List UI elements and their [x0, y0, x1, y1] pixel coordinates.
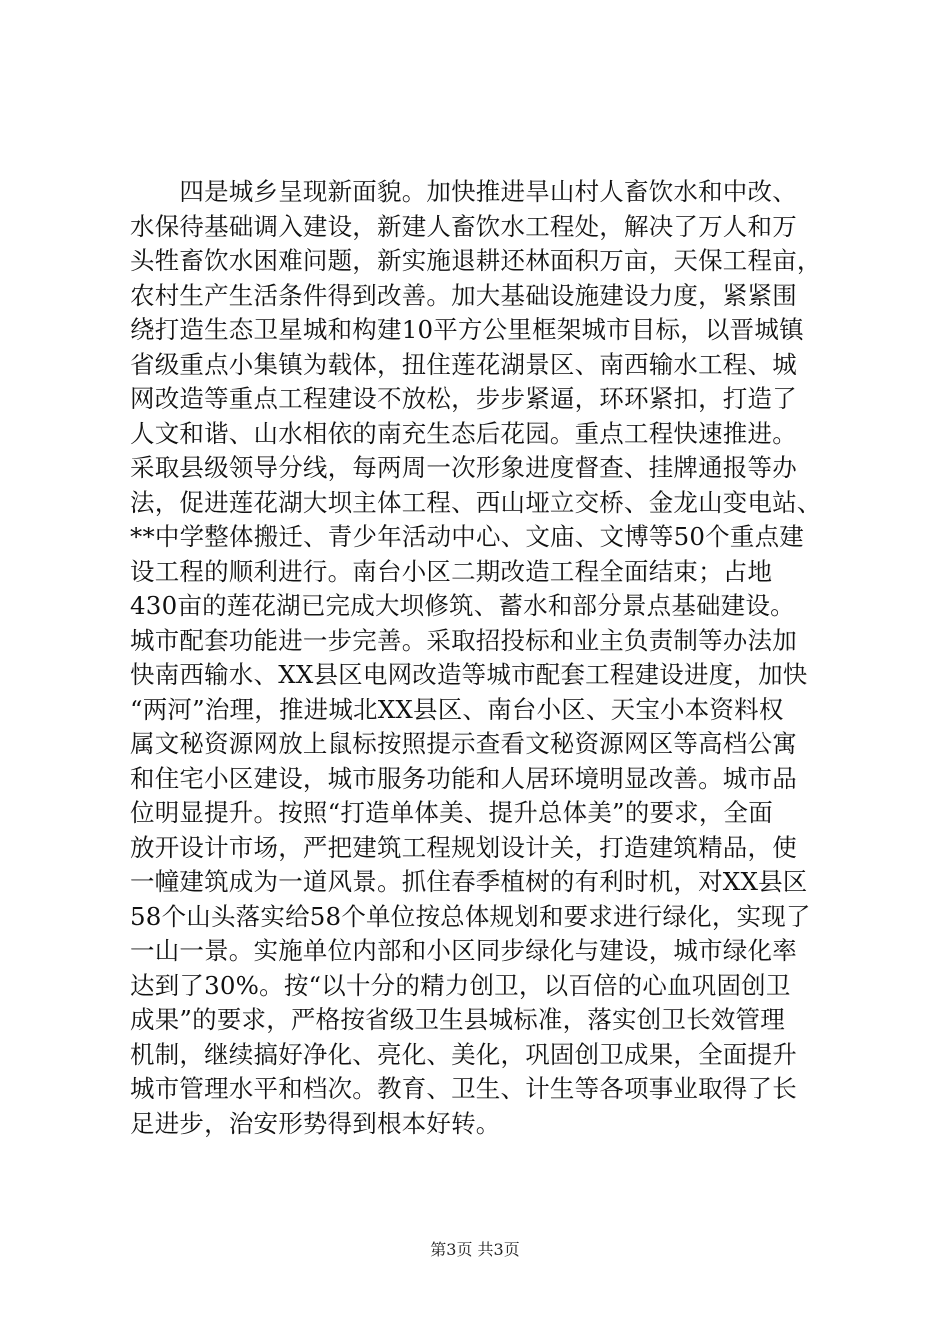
text-line: **中学整体搬迁、青少年活动中心、文庙、文博等50个重点建 — [130, 522, 804, 551]
text-line: 快南西输水、XX县区电网改造等城市配套工程建设进度，加快 — [130, 660, 808, 689]
text-line: “两河”治理，推进城北XX县区、南台小区、天宝小本资料权 — [130, 694, 784, 724]
text-line: 放开设计市场，严把建筑工程规划设计关，打造建筑精品，使 — [130, 832, 797, 862]
page-number-footer: 第3页 共3页 — [430, 1240, 520, 1259]
text-line: 绕打造生态卫星城和构建10平方公里框架城市目标，以晋城镇 — [130, 315, 804, 344]
text-line: 四是城乡呈现新面貌。加快推进旱山村人畜饮水和中改、 — [130, 177, 797, 206]
text-line: 城市管理水平和档次。教育、卫生、计生等各项事业取得了长 — [130, 1074, 797, 1103]
text-line: 头牲畜饮水困难问题，新实施退耕还林面积万亩，天保工程亩， — [130, 246, 822, 275]
text-line: 网改造等重点工程建设不放松，步步紧逼，环环紧扣，打造了 — [130, 384, 797, 413]
text-line: 足进步，治安形势得到根本好转。 — [130, 1108, 501, 1138]
text-line: 农村生产生活条件得到改善。加大基础设施建设力度，紧紧围 — [130, 280, 797, 310]
text-line: 430亩的莲花湖已完成大坝修筑、蓄水和部分景点基础建设。 — [130, 591, 795, 620]
text-line: 机制，继续搞好净化、亮化、美化，巩固创卫成果，全面提升 — [130, 1039, 797, 1069]
text-line: 位明显提升。按照“打造单体美、提升总体美”的要求，全面 — [130, 798, 773, 827]
text-line: 和住宅小区建设，城市服务功能和人居环境明显改善。城市品 — [130, 763, 797, 793]
text-line: 省级重点小集镇为载体，扭住莲花湖景区、南西输水工程、城 — [130, 349, 797, 379]
text-line: 一幢建筑成为一道风景。抓住春季植树的有利时机，对XX县区 — [130, 867, 808, 896]
text-line: 法，促进莲花湖大坝主体工程、西山垭立交桥、金龙山变电站、 — [130, 487, 822, 517]
text-line: 城市配套功能进一步完善。采取招投标和业主负责制等办法加 — [130, 625, 797, 655]
text-line: 一山一景。实施单位内部和小区同步绿化与建设，城市绿化率 — [130, 936, 797, 965]
text-line: 水保待基础调入建设，新建人畜饮水工程处，解决了万人和万 — [130, 211, 797, 241]
body-paragraph — [130, 175, 830, 1141]
text-line: 设工程的顺利进行。南台小区二期改造工程全面结束；占地 — [130, 556, 773, 586]
text-line: 58个山头落实给58个单位按总体规划和要求进行绿化，实现了 — [130, 901, 811, 931]
text-line: 成果”的要求，严格按省级卫生县城标准，落实创卫长效管理 — [130, 1005, 785, 1034]
text-line: 人文和谐、山水相依的南充生态后花园。重点工程快速推进。 — [130, 418, 797, 448]
text-line: 达到了30%。按“以十分的精力创卫，以百倍的心血巩固创卫 — [130, 970, 791, 1000]
text-line: 采取县级领导分线，每两周一次形象进度督查、挂牌通报等办 — [130, 453, 797, 482]
text-line: 属文秘资源网放上鼠标按照提示查看文秘资源网区等高档公寓 — [130, 729, 797, 758]
